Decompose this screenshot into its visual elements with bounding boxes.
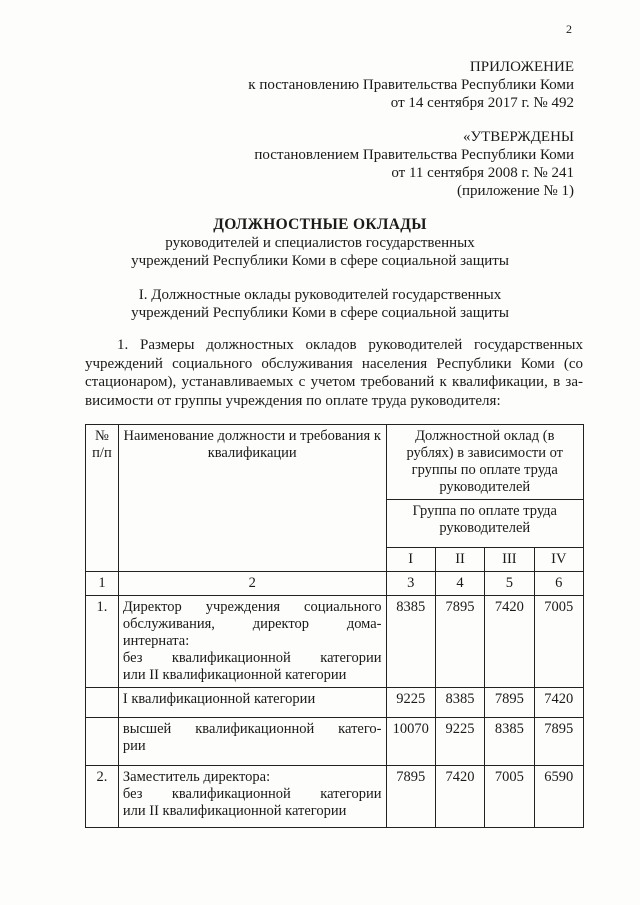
index-cell: 4 xyxy=(435,572,484,596)
salary-value: 6590 xyxy=(534,766,583,828)
salary-value: 9225 xyxy=(435,718,484,766)
index-cell: 6 xyxy=(534,572,583,596)
salary-value: 7895 xyxy=(435,596,484,688)
row-num xyxy=(86,718,119,766)
approval-line: от 14 сентября 2017 г. № 492 xyxy=(390,95,574,111)
section-heading-line: учреждений Республики Коми в сфере социальной защиты xyxy=(131,305,509,321)
section-heading-line: I. Должностные оклады руководителей государственных xyxy=(138,287,502,303)
paragraph-line: висимости от группы учреждения по оплате труда руководителя: xyxy=(85,392,501,409)
salary-value: 9225 xyxy=(386,688,435,718)
position-line: Директор учреждения социального xyxy=(122,599,382,615)
group-label: III xyxy=(485,548,534,572)
header-num-cell: № п/п xyxy=(86,425,119,572)
position-line: рии xyxy=(122,738,146,754)
salary-value: 7420 xyxy=(534,688,583,718)
salary-value: 7895 xyxy=(485,688,534,718)
subtitle-line: учреждений Республики Коми в сфере социальной защиты xyxy=(131,253,509,269)
table-header-row xyxy=(86,425,584,500)
paragraph-line: стационаром), устанавливаемых с учетом требований к квалификации, в за- xyxy=(85,374,583,390)
index-cell: 1 xyxy=(86,572,119,596)
approved-line: от 11 сентября 2008 г. № 241 xyxy=(391,165,574,181)
intro-paragraph xyxy=(85,336,583,410)
row-num: 2. xyxy=(86,766,119,828)
approved-line: «УТВЕРЖДЕНЫ xyxy=(462,129,574,145)
approved-block xyxy=(254,128,574,200)
position-line: без квалификационной категории xyxy=(122,786,382,802)
salary-value: 7005 xyxy=(534,596,583,688)
page-number: 2 xyxy=(566,22,572,36)
position-name xyxy=(118,766,386,828)
paragraph-line: 1. Размеры должностных окладов руководителей государственных xyxy=(117,337,583,353)
table-row xyxy=(86,688,584,718)
approval-line: ПРИЛОЖЕНИЕ xyxy=(469,59,574,75)
header-name-cell: Наименование должности и требования к квалификации xyxy=(118,425,386,572)
approved-line: постановлением Правительства Республики Коми xyxy=(254,147,574,163)
document-title: ДОЛЖНОСТНЫЕ ОКЛАДЫ xyxy=(213,216,427,233)
subtitle-line: руководителей и специалистов государственных xyxy=(165,235,475,251)
position-name xyxy=(118,596,386,688)
section-heading xyxy=(0,286,640,322)
salary-value: 8385 xyxy=(485,718,534,766)
row-num xyxy=(86,688,119,718)
position-line: обслуживания, директор дома- xyxy=(122,616,382,632)
position-line: или II квалификационной категории xyxy=(122,803,347,819)
header-group-cell: Группа по оплате труда руководителей xyxy=(386,500,583,548)
table-row xyxy=(86,596,584,688)
header-salary-cell: Должностной оклад (в рублях) в зависимости от группы по оплате труда руководителей xyxy=(386,425,583,500)
group-label: IV xyxy=(534,548,583,572)
approval-line: к постановлению Правительства Республики Коми xyxy=(248,77,574,93)
index-cell: 5 xyxy=(485,572,534,596)
table-row xyxy=(86,766,584,828)
row-num: 1. xyxy=(86,596,119,688)
approval-block xyxy=(248,58,574,112)
position-line: или II квалификационной категории xyxy=(122,667,347,683)
salary-value: 7895 xyxy=(386,766,435,828)
index-cell: 3 xyxy=(386,572,435,596)
salary-value: 7420 xyxy=(485,596,534,688)
group-label: II xyxy=(435,548,484,572)
salary-table xyxy=(85,424,584,828)
position-line: интерната: xyxy=(122,633,190,649)
position-name xyxy=(118,688,386,718)
salary-value: 8385 xyxy=(435,688,484,718)
table-index-row xyxy=(86,572,584,596)
salary-value: 7895 xyxy=(534,718,583,766)
paragraph-line: учреждений социального обслуживания населения Республики Коми (со xyxy=(85,355,583,372)
table-row xyxy=(86,718,584,766)
position-line: высшей квалификационной катего- xyxy=(122,721,382,737)
salary-value: 7005 xyxy=(485,766,534,828)
position-line: Заместитель директора: xyxy=(122,769,271,785)
position-line: I квалификационной категории xyxy=(122,691,316,707)
document-subtitle xyxy=(0,234,640,270)
approved-line: (приложение № 1) xyxy=(456,183,574,199)
salary-value: 10070 xyxy=(386,718,435,766)
group-label: I xyxy=(386,548,435,572)
salary-value: 7420 xyxy=(435,766,484,828)
index-cell: 2 xyxy=(118,572,386,596)
salary-value: 8385 xyxy=(386,596,435,688)
position-name xyxy=(118,718,386,766)
position-line: без квалификационной категории xyxy=(122,650,382,666)
